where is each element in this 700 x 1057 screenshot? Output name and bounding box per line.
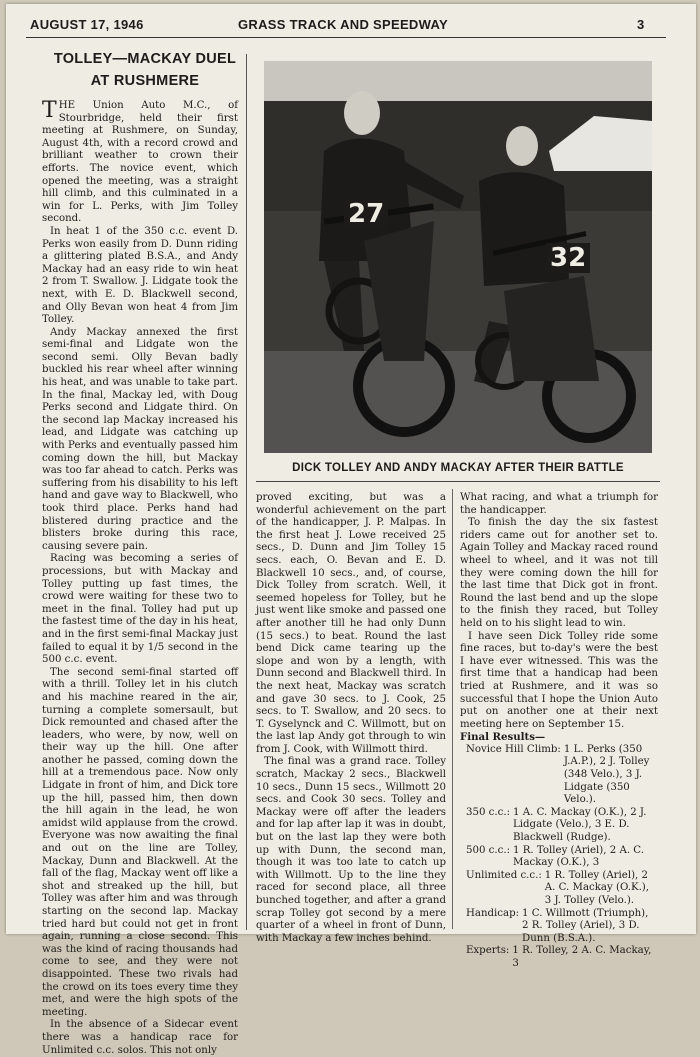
result-class: 350 c.c.: bbox=[466, 806, 511, 818]
result-value: 1 R. Tolley (Ariel), 2 A. C. Mackay (O.K.), 3 bbox=[513, 844, 644, 869]
race-number-plate-left: 27 bbox=[344, 199, 388, 229]
result-entry bbox=[460, 845, 658, 870]
result-class: Experts: bbox=[466, 945, 510, 957]
header-rule bbox=[26, 37, 666, 38]
riders-photo-illustration bbox=[264, 61, 652, 453]
race-number-plate-right: 32 bbox=[546, 243, 590, 273]
result-value: 1 A. C. Mackay (O.K.), 2 J. Lidgate (Velo.), 3 E. D. Blackwell (Rudge). bbox=[513, 806, 647, 844]
column-divider bbox=[246, 54, 247, 930]
headline-line-1: TOLLEY—MACKAY DUEL bbox=[53, 51, 237, 67]
article-column-1 bbox=[42, 98, 238, 1056]
article-column-3 bbox=[460, 492, 658, 969]
headline-line-2: AT RUSHMERE bbox=[90, 73, 200, 89]
result-class: Handicap: bbox=[466, 907, 520, 919]
caption-rule bbox=[256, 481, 660, 482]
result-value: 1 R. Tolley (Ariel), 2 A. C. Mackay (O.K.), 3 J. Tolley (Velo.). bbox=[544, 869, 650, 906]
page-header bbox=[6, 4, 696, 38]
article-paragraph: I have seen Dick Tolley ride some fine races, but to-day's were the best I have ever witnessed. This was the first time that a handicap had been tried at Rushmere, and it was so successful that I hope the Union Auto put on another one at their next meeting here on September 15. bbox=[460, 630, 658, 730]
result-class: Novice Hill Climb: bbox=[466, 743, 561, 755]
result-entry bbox=[460, 870, 658, 908]
result-value: 1 L. Perks (350 J.A.P.), 2 J. Tolley (348 Velo.), 3 J. Lidgate (350 Velo.). bbox=[563, 743, 650, 806]
result-value: 1 C. Willmott (Triumph), 2 R. Tolley (Ariel), 3 D. Dunn (B.S.A.). bbox=[522, 907, 649, 944]
article-paragraph: The final was a grand race. Tolley scratch, Mackay 2 secs., Blackwell 10 secs., Dunn 15 secs., Willmott 20 secs. and Cook 30 secs. Tolley and Mackay were off after the leaders and for lap after lap it was in doubt, but on the last lap they were both up with Dunn, the second man, though it was too late to catch up with Willmott. Up to the line they raced for second place, all three bunched together, and after a grand scrap Tolley got second by a mere quarter of a wheel in front of Dunn, with Mackay a few inches behind. bbox=[256, 756, 446, 944]
article-paragraph bbox=[42, 100, 238, 226]
result-entry bbox=[460, 945, 658, 970]
article-paragraph: To finish the day the six fastest riders came out for another set to. Again Tolley and Mackay raced round wheel to wheel, and it was not till they were coming down the hill for the last time that Dick got in front. Round the last bend and up the slope to the finish they raced, but Tolley held on to his slight lead to win. bbox=[460, 517, 658, 629]
result-entry bbox=[460, 908, 658, 946]
result-class: Unlimited c.c.: bbox=[466, 869, 542, 881]
magazine-page bbox=[6, 4, 696, 1056]
issue-date: AUGUST 17, 1946 bbox=[30, 17, 144, 32]
article-headline bbox=[40, 48, 250, 92]
photo-caption: DICK TOLLEY AND ANDY MACKAY AFTER THEIR BATTLE bbox=[292, 462, 624, 474]
article-paragraph: What racing, and what a triumph for the handicapper. bbox=[460, 492, 658, 516]
race-photo bbox=[264, 61, 652, 453]
drop-cap: T bbox=[42, 98, 57, 123]
article-paragraph: proved exciting, but was a wonderful achievement on the part of the handicapper, J. P. Malpas. In the first heat J. Lowe received 25 secs., D. Dunn and Jim Tolley 15 secs. each, O. Bevan and E. D. Blackwell 10 secs., and, of course, Dick Tolley from scratch. Well, it seemed hopeless for Tolley, but he just went like smoke and passed one after another till he had only Dunn (15 secs.) to beat. Round the last bend Dick came tearing up the slope and won by a length, with Dunn second and Blackwell third. In the next heat, Mackay was scratch and gave 30 secs. to J. Cook, 25 secs. to T. Swallow, and 20 secs. to T. Gyselynck and C. Willmott, but on the last lap Andy got through to win from J. Cook, with Willmott third. bbox=[256, 492, 446, 755]
page-number: 3 bbox=[637, 17, 645, 32]
article-paragraph: In heat 1 of the 350 c.c. event D. Perks won easily from D. Dunn riding a glittering plated B.S.A., and Andy Mackay had an easy ride to win heat 2 from T. Swallow. J. Lidgate took the next, with E. D. Blackwell second, and Olly Bevan won heat 4 from Jim Tolley. bbox=[42, 225, 238, 326]
result-entry bbox=[460, 807, 658, 845]
article-paragraph: The second semi-final started off with a thrill. Tolley let in his clutch and his machine reared in the air, turning a complete somersault, but Dick remounted and chased after the leaders, who were, by now, well on their way up the hill. One after another he passed, coming down the hill at a tremendous pace. Now only Lidgate in front of him, and Dick tore up the hill, passed him, then down the hill again in the lead, he won amidst wild applause from the crowd. Everyone was now awaiting the final and out on the line are Tolley, Mackay, Dunn and Blackwell. At the fall of the flag, Mackay went off like a shot and streaked up the hill, but Tolley was after him and was through starting on the second lap. Mackay tried hard but could not get in front again, running a close second. This was the kind of racing thousands had come to see, and they were not disappointed. These two rivals had the crowd on its toes every time they met, and were the high spots of the meeting. bbox=[42, 666, 238, 1018]
result-entry bbox=[460, 744, 658, 807]
article-paragraph: In the absence of a Sidecar event there was a handicap race for Unlimited c.c. solos. This not only bbox=[42, 1019, 238, 1056]
results-heading: Final Results— bbox=[460, 731, 546, 744]
article-column-2 bbox=[256, 492, 446, 944]
article-paragraph: Racing was becoming a series of processions, but with Mackay and Tolley putting up fast times, the crowd were waiting for these two to meet in the final. Tolley had put up the fastest time of the day in his heat, and in the first semi-final Mackay just failed to equal it by 1/5 second in the 500 c.c. event. bbox=[42, 553, 238, 666]
result-value: 1 R. Tolley, 2 A. C. Mackay, 3 bbox=[512, 945, 652, 969]
column-divider bbox=[452, 489, 453, 929]
paragraph-text: HE Union Auto M.C., of Stourbridge, held their first meeting at Rushmere, on Sunday, August 4th, with a record crowd and brilliant weather to crown their efforts. The novice event, which opened the meeting, was a straight hill climb, and this culminated in a win for L. Perks, with Jim Tolley second. bbox=[42, 100, 238, 225]
article-paragraph: Andy Mackay annexed the first semi-final and Lidgate won the second semi. Olly Bevan badly buckled his rear wheel after winning his heat, and was unable to take part. In the final, Mackay led, with Doug Perks second and Lidgate third. On the second lap Mackay increased his lead, and Lidgate was catching up with Perks and eventually passed him coming down the hill, but Mackay was too far ahead to catch. Perks was suffering from his disability to his left hand and gave way to Blackwell, who took third place. Perks hand had blistered during practice and the blisters broke during this race, causing severe pain. bbox=[42, 326, 238, 552]
result-class: 500 c.c.: bbox=[466, 844, 511, 856]
publication-title: GRASS TRACK AND SPEEDWAY bbox=[238, 17, 448, 32]
